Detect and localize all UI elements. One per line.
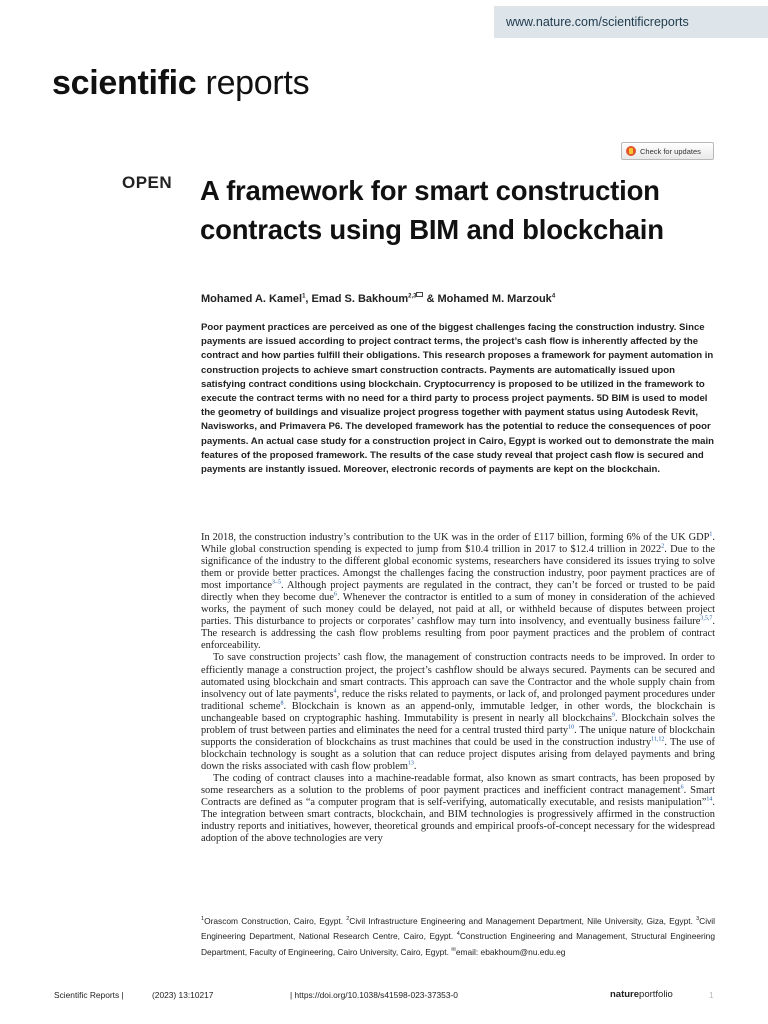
journal-name-bold: scientific xyxy=(52,64,197,102)
text-run: Orascom Construction, Cairo, Egypt. xyxy=(204,915,347,926)
author-affiliation: 2,3 xyxy=(408,293,417,300)
reference-marker[interactable]: 6 xyxy=(333,591,337,598)
reference-marker[interactable]: 1 xyxy=(709,531,713,538)
author-separator: , xyxy=(305,293,312,305)
publisher-name-bold: nature xyxy=(610,989,640,1000)
text-run: . xyxy=(413,760,417,772)
reference-marker[interactable]: 11,12 xyxy=(651,736,665,743)
body-paragraph xyxy=(201,652,715,772)
text-run: . Smart Contracts are defined as “a computer program that is self-verifying, automatically executable, and resists manipulation” xyxy=(201,784,715,809)
page-number: 1 xyxy=(709,990,714,1000)
text-run: . Due to the significance of the industry to the different global economic systems, researchers have considered its issues trying to solve them or provide better practices. Amongst the challenges facing the construction industry, poor payment practices are of most importance xyxy=(201,544,716,592)
text-run: . While global construction spending is expected to jump from $10.4 trillion in 2017 to $12.4 trillion in 2022 xyxy=(201,532,715,556)
text-run: . The use of blockchain technology is sought as a solution that can reduce project disputes arising from delayed payments and bring down the risks associated with cash flow problem xyxy=(201,736,715,772)
footer-doi-link[interactable]: | https://doi.org/10.1038/s41598-023-37353-0 xyxy=(290,990,458,1000)
body-paragraph xyxy=(201,773,715,845)
footer-volume: (2023) 13:10217 xyxy=(152,990,214,1000)
text-run: Construction Engineering and Management, Structural Engineering Department, Faculty of Engineering, Cairo University, Cairo, Egypt. xyxy=(201,931,715,957)
author-list xyxy=(201,292,555,305)
author-name[interactable]: Mohamed M. Marzouk xyxy=(437,293,552,305)
reference-marker[interactable]: 3,5,7 xyxy=(700,615,713,622)
text-run: The coding of contract clauses into a machine-readable format, also known as smart contracts, has been proposed by some researchers as a solution to the problems of poor payment practices and inefficient contract management xyxy=(201,772,715,796)
article-title: A framework for smart construction contracts using BIM and blockchain xyxy=(200,175,664,245)
author-name[interactable]: Mohamed A. Kamel xyxy=(201,293,303,305)
reference-marker[interactable]: 3–5 xyxy=(271,579,281,586)
affiliations-footnote xyxy=(201,913,715,959)
author-affiliation: 1 xyxy=(302,293,306,300)
reference-marker[interactable]: 6 xyxy=(680,784,684,791)
reference-marker[interactable]: 4 xyxy=(456,931,460,938)
journal-name-light: reports xyxy=(205,64,310,102)
journal-logo xyxy=(52,66,309,100)
publisher-logo xyxy=(610,989,673,1000)
text-run: In 2018, the construction industry’s contribution to the UK was in the order of £117 billion, forming 6% of the UK GDP xyxy=(201,532,710,543)
text-run: email: ebakhoum@nu.edu.eg xyxy=(455,946,566,957)
text-run: Civil Infrastructure Engineering and Management Department, Nile University, Giza, Egypt. xyxy=(349,915,697,926)
reference-marker[interactable]: ✉ xyxy=(451,946,456,953)
publisher-name-light: portfolio xyxy=(639,989,673,1000)
reference-marker[interactable]: 2 xyxy=(661,543,665,550)
reference-marker[interactable]: 14 xyxy=(706,796,713,803)
body-paragraph xyxy=(201,532,715,652)
journal-url[interactable]: www.nature.com/scientificreports xyxy=(506,15,689,29)
author-affiliation: 4 xyxy=(551,293,556,300)
text-run: . Blockchain is known as an append-only, immutable ledger, in other words, the blockchain is unchangeable based on cryptographic hashing. Immutability is present in nearly all blockchains xyxy=(201,700,715,724)
page-footer xyxy=(54,990,714,1004)
author-separator: & xyxy=(423,293,438,305)
text-run: . The research is addressing the cash flow problems resulting from poor payment practices and the problem of contract enforceability. xyxy=(201,616,715,652)
footer-journal: Scientific Reports | xyxy=(54,990,124,1000)
text-run: To save construction projects’ cash flow, the management of construction contracts needs to be improved. In order to efficiently manage a construction project, the project’s cashflow should be always secured. Payments can be secured and automated using blockchain and smart contracts. This approach can save the Contractor and the whole supply chain from insolvency out of late payments xyxy=(201,652,715,700)
text-run: , reduce the risks related to payments, or lack of, and prolonged payment procedures under traditional scheme xyxy=(201,688,715,712)
reference-marker[interactable]: 13 xyxy=(407,760,414,767)
reference-marker[interactable]: 1 xyxy=(201,916,205,922)
reference-marker[interactable]: 9 xyxy=(611,712,615,719)
article-body xyxy=(201,532,715,845)
check-for-updates-button[interactable] xyxy=(621,142,714,160)
reference-marker[interactable]: 10 xyxy=(568,724,575,731)
author-name[interactable]: Emad S. Bakhoum xyxy=(311,293,409,305)
text-run: . The integration between smart contracts, blockchain, and BIM technologies is progressively affirmed in the construction industry reports and initiatives, however, theoretical grounds and empirical proofs-of-concept necessary for the widespread adoption of the above technologies are very xyxy=(201,797,715,845)
reference-marker[interactable]: 4 xyxy=(333,688,337,695)
reference-marker[interactable]: 2 xyxy=(346,916,350,922)
text-run: Civil Engineering Department, National Research Centre, Cairo, Egypt. xyxy=(201,915,715,942)
reference-marker[interactable]: 3 xyxy=(696,916,700,922)
open-access-label: OPEN xyxy=(122,173,173,192)
check-for-updates-label: Check for updates xyxy=(640,146,701,156)
text-run: . The unique nature of blockchain supports the consideration of blockchains as trust machines that could be used in the construction industry xyxy=(201,724,715,748)
abstract: Poor payment practices are perceived as one of the biggest challenges facing the construction industry. Since payments are issued according to project contract terms, the project’s cash flow is inherently affected by the contract and how parties fulfill their obligations. This research proposes a framework for payment automation in construction projects to achieve smart construction contracts. Payments are automatically issued upon satisfying contract conditions using blockchain. Cryptocurrency is proposed to be utilized in the framework to execute the contract terms with no need for a third party to process project payments. 5D BIM is used to model the geometry of buildings and visualize project progress together with payment status using Autodesk Revit, Navisworks, and Primavera P6. The developed framework has the potential to reduce the consequences of poor payments. An actual case study for a construction project in Cairo, Egypt is worked out to demonstrate the main features of the proposed framework. The results of the case study reveal that project cash flow is secured and payments are instantly issued. Moreover, electronic records of payments are kept on the blockchain. xyxy=(201,322,715,476)
text-run: . Blockchain solves the problem of trust between parties and eliminates the need for a central trusted third party xyxy=(201,712,715,736)
journal-url-banner[interactable] xyxy=(494,6,768,38)
crossmark-icon xyxy=(626,146,636,156)
text-run: . Although project payments are regulated in the contract, they can’t be forced or trusted to be paid directly when they become due xyxy=(201,580,715,604)
reference-marker[interactable]: 8 xyxy=(280,700,284,707)
text-run: . Whenever the contractor is entitled to a sum of money in consideration of the achieved works, the payment of such money could be delayed, not paid at all, or withheld because of disputes between project parties. This disturbance to projects or corporates’ cashflow may turn into insolvency, and eventually business failure xyxy=(201,592,715,628)
